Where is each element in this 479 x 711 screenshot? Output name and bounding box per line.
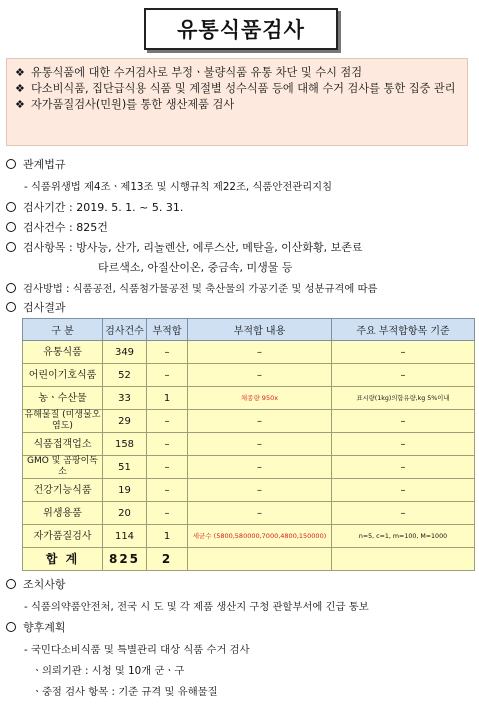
summary-text: 유통식품에 대한 수거검사로 부정ㆍ불량식품 유통 차단 및 수시 점검	[31, 66, 363, 79]
summary-item	[15, 65, 461, 81]
period-section	[6, 199, 183, 215]
header-criteria: 주요 부적합항목 기준	[332, 319, 475, 341]
circle-bullet-icon	[6, 579, 16, 589]
row-category: 유통식품	[23, 341, 103, 364]
row-content: –	[188, 456, 332, 479]
plan-sub-item: ㆍ의뢰기관 : 시청 및 10개 군ㆍ구	[32, 665, 185, 677]
items-text: 검사항목 : 방사능, 산가, 리놀렌산, 에루스산, 메탄올, 이산화황, 보존료	[23, 241, 363, 254]
items-text-continued: 타르색소, 아질산이온, 중금속, 미생물 등	[98, 261, 293, 274]
table-total-row	[23, 548, 475, 571]
row-content: –	[188, 341, 332, 364]
summary-text: 자가품질검사(민원)를 통한 생산제품 검사	[31, 98, 235, 111]
row-category: 자가품질검사	[23, 525, 103, 548]
diamond-bullet-icon: ❖	[15, 82, 25, 95]
row-fail: 1	[147, 387, 188, 410]
row-content: –	[188, 502, 332, 525]
row-count: 20	[103, 502, 147, 525]
table-row	[23, 456, 475, 479]
row-category: 식품접객업소	[23, 433, 103, 456]
summary-item	[15, 97, 461, 113]
circle-bullet-icon	[6, 159, 16, 169]
table-row	[23, 410, 475, 433]
row-fail: –	[147, 341, 188, 364]
header-category: 구 분	[23, 319, 103, 341]
result-title: 검사결과	[23, 301, 66, 314]
total-criteria	[332, 548, 475, 571]
row-fail: –	[147, 479, 188, 502]
circle-bullet-icon	[6, 222, 16, 232]
count-section	[6, 219, 108, 235]
total-count: 825	[103, 548, 147, 571]
row-fail: –	[147, 410, 188, 433]
items-section	[6, 239, 363, 255]
plan-sub-item: ㆍ중점 검사 항목 : 기준 규격 및 유해물질	[32, 686, 218, 698]
row-fail: –	[147, 433, 188, 456]
table-header-row	[23, 319, 475, 341]
result-section	[6, 299, 66, 315]
table-row	[23, 502, 475, 525]
row-fail: 1	[147, 525, 188, 548]
row-category: 농ㆍ수산물	[23, 387, 103, 410]
header-content: 부적합 내용	[188, 319, 332, 341]
circle-bullet-icon	[6, 302, 16, 312]
page-title: 유통식품검사	[144, 8, 338, 50]
row-content: 세균수 (5800,580000,7000,4800,150000)	[188, 525, 332, 548]
header-count: 검사건수	[103, 319, 147, 341]
law-detail: - 식품위생법 제4조ㆍ제13조 및 시행규칙 제22조, 식품안전관리지침	[24, 181, 333, 193]
total-label: 합 계	[23, 548, 103, 571]
diamond-bullet-icon: ❖	[15, 66, 25, 79]
row-fail: –	[147, 364, 188, 387]
total-fail: 2	[147, 548, 188, 571]
row-category: 유해물질 (미생물오염도)	[23, 410, 103, 433]
plan-title: 향후계획	[23, 621, 66, 634]
row-criteria: n=5, c=1, m=100, M=1000	[332, 525, 475, 548]
table-row	[23, 364, 475, 387]
table-row	[23, 387, 475, 410]
row-category: 건강기능식품	[23, 479, 103, 502]
results-table	[22, 318, 475, 571]
row-criteria: –	[332, 341, 475, 364]
method-section	[6, 280, 378, 295]
law-title: 관계법규	[23, 158, 66, 171]
row-count: 29	[103, 410, 147, 433]
row-count: 33	[103, 387, 147, 410]
action-detail: - 식품의약품안전처, 전국 시 도 및 각 제품 생산지 구청 관할부서에 긴급 통보	[24, 601, 369, 613]
row-criteria: –	[332, 410, 475, 433]
row-content: –	[188, 364, 332, 387]
row-criteria: –	[332, 433, 475, 456]
plan-detail: - 국민다소비식품 및 특별관리 대상 식품 수거 검사	[24, 644, 250, 656]
row-criteria: –	[332, 479, 475, 502]
table-row	[23, 479, 475, 502]
action-title: 조치사항	[23, 578, 66, 591]
row-fail: –	[147, 456, 188, 479]
row-count: 52	[103, 364, 147, 387]
method-text: 검사방법 : 식품공전, 식품첨가물공전 및 축산물의 가공기준 및 성분규격에 따름	[23, 283, 378, 295]
count-text: 검사건수 : 825건	[23, 221, 108, 234]
row-category: GMO 및 곰팡이독소	[23, 456, 103, 479]
plan-section	[6, 619, 66, 635]
row-count: 349	[103, 341, 147, 364]
row-criteria: –	[332, 364, 475, 387]
table-row	[23, 341, 475, 364]
row-criteria: 표시량(1kg)의함유량,kg 5%이내	[332, 387, 475, 410]
circle-bullet-icon	[6, 202, 16, 212]
row-count: 51	[103, 456, 147, 479]
diamond-bullet-icon: ❖	[15, 98, 25, 111]
total-content	[188, 548, 332, 571]
row-category: 어린이기호식품	[23, 364, 103, 387]
law-section	[6, 156, 66, 172]
row-criteria: –	[332, 456, 475, 479]
row-count: 114	[103, 525, 147, 548]
summary-box	[6, 58, 468, 146]
circle-bullet-icon	[6, 242, 16, 252]
header-fail: 부적합	[147, 319, 188, 341]
row-criteria: –	[332, 502, 475, 525]
row-content: –	[188, 410, 332, 433]
summary-item	[15, 81, 461, 97]
circle-bullet-icon	[6, 622, 16, 632]
action-section	[6, 576, 66, 592]
row-category: 위생용품	[23, 502, 103, 525]
summary-text: 다소비식품, 집단급식용 식품 및 계절별 성수식품 등에 대해 수거 검사를 통한 집중 관리	[31, 82, 456, 95]
table-row	[23, 433, 475, 456]
circle-bullet-icon	[6, 283, 16, 293]
row-count: 158	[103, 433, 147, 456]
table-row	[23, 525, 475, 548]
row-fail: –	[147, 502, 188, 525]
row-content: –	[188, 433, 332, 456]
row-content: –	[188, 479, 332, 502]
row-count: 19	[103, 479, 147, 502]
row-content: 채종량 950x	[188, 387, 332, 410]
period-text: 검사기간 : 2019. 5. 1. ~ 5. 31.	[23, 201, 184, 214]
